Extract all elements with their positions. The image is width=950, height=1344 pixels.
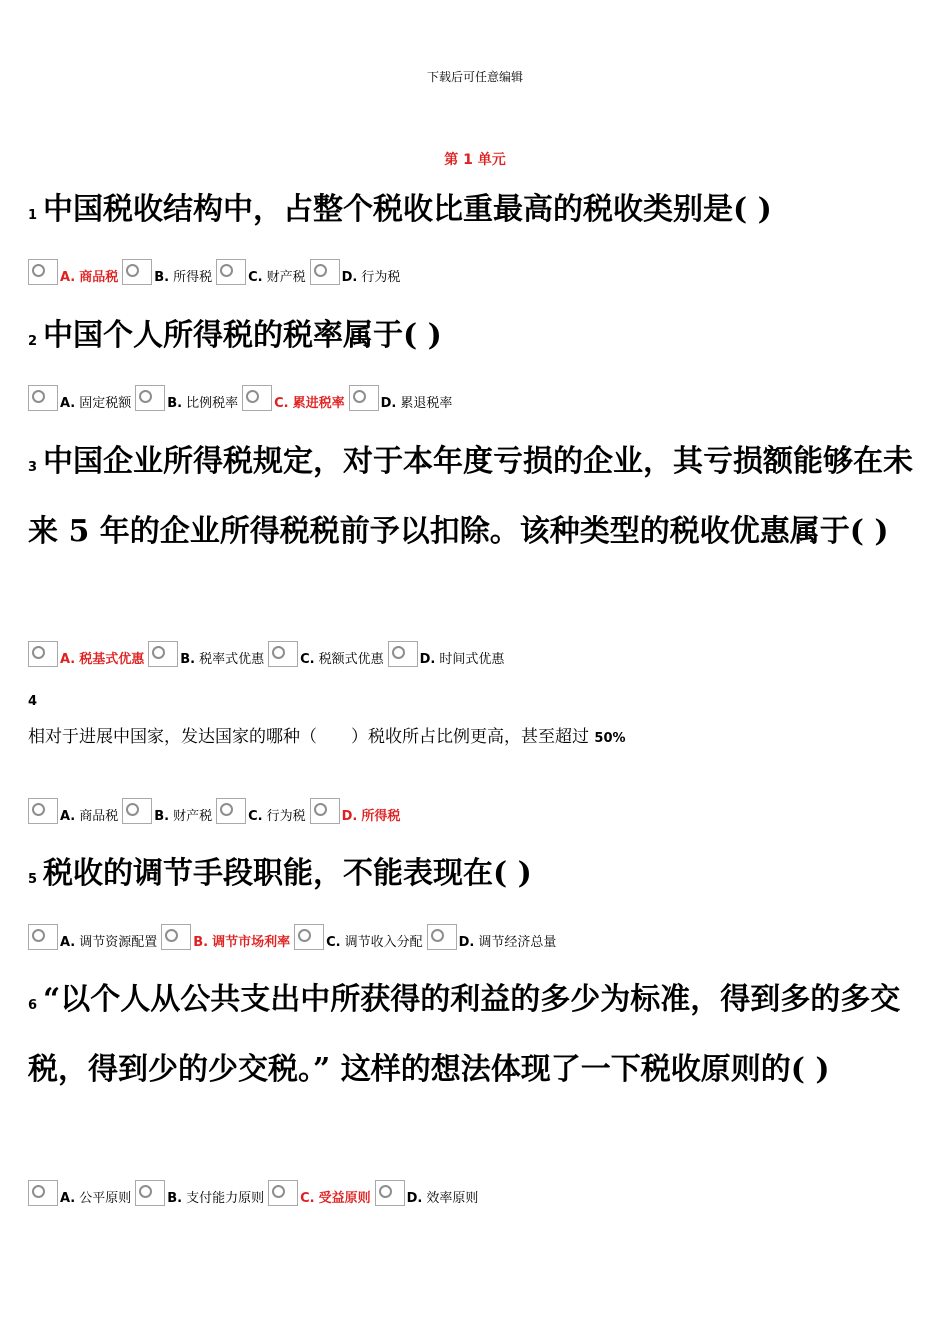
options-q4 bbox=[28, 784, 400, 824]
radio-circle-icon bbox=[32, 929, 45, 942]
option-a[interactable] bbox=[28, 259, 118, 285]
option-text: 调节资源配置 bbox=[79, 935, 158, 950]
option-letter: D. bbox=[458, 935, 475, 950]
option-letter: D. bbox=[341, 809, 358, 824]
option-label bbox=[154, 805, 212, 824]
option-label bbox=[167, 392, 238, 411]
radio-button[interactable] bbox=[310, 259, 340, 285]
radio-circle-icon bbox=[32, 646, 45, 659]
question-text: 中国税收结构中，占整个税收比重最高的税收类别是( ) bbox=[43, 192, 772, 227]
radio-circle-icon bbox=[32, 390, 45, 403]
radio-circle-icon bbox=[220, 264, 233, 277]
question-2 bbox=[28, 304, 928, 374]
radio-button[interactable] bbox=[349, 385, 379, 411]
radio-button[interactable] bbox=[28, 1180, 58, 1206]
radio-button[interactable] bbox=[268, 1180, 298, 1206]
option-letter: A. bbox=[60, 935, 76, 950]
radio-button[interactable] bbox=[148, 641, 178, 667]
radio-button[interactable] bbox=[375, 1180, 405, 1206]
option-letter: B. bbox=[193, 935, 209, 950]
option-label bbox=[60, 648, 144, 667]
option-label bbox=[342, 805, 401, 824]
option-label bbox=[326, 931, 423, 950]
option-letter: A. bbox=[60, 1191, 76, 1206]
radio-button[interactable] bbox=[242, 385, 272, 411]
option-text: 所得税 bbox=[173, 270, 213, 285]
option-letter: C. bbox=[326, 935, 341, 950]
option-a[interactable] bbox=[28, 924, 157, 950]
question-5 bbox=[28, 842, 928, 912]
radio-button[interactable] bbox=[135, 1180, 165, 1206]
question-number: 1 bbox=[28, 208, 38, 223]
options-q2 bbox=[28, 371, 452, 411]
option-label bbox=[193, 931, 290, 950]
option-letter: A. bbox=[60, 396, 76, 411]
question-number: 2 bbox=[28, 334, 38, 349]
option-text: 调节经济总量 bbox=[478, 935, 557, 950]
question-number: 5 bbox=[28, 872, 38, 887]
radio-circle-icon bbox=[165, 929, 178, 942]
option-text: 财产税 bbox=[173, 809, 213, 824]
option-letter: C. bbox=[300, 652, 315, 667]
option-label bbox=[407, 1187, 479, 1206]
radio-circle-icon bbox=[139, 390, 152, 403]
unit-title: 第 1 单元 bbox=[444, 152, 506, 168]
option-a[interactable] bbox=[28, 385, 131, 411]
option-text: 支付能力原则 bbox=[186, 1191, 265, 1206]
option-a[interactable] bbox=[28, 798, 118, 824]
option-text: 受益原则 bbox=[318, 1191, 371, 1206]
option-letter: C. bbox=[248, 270, 263, 285]
radio-button[interactable] bbox=[122, 798, 152, 824]
question-text: 中国企业所得税规定，对于本年度亏损的企业，其亏损额能够在未来 5 年的企业所得税税前予以扣除。该种类型的税收优惠属于( ) bbox=[28, 444, 914, 549]
option-text: 累退税率 bbox=[400, 396, 453, 411]
radio-button[interactable] bbox=[268, 641, 298, 667]
option-a[interactable] bbox=[28, 641, 144, 667]
option-text: 公平原则 bbox=[79, 1191, 132, 1206]
question-percent: 50% bbox=[594, 731, 626, 746]
option-b[interactable] bbox=[135, 1180, 264, 1206]
option-text: 税基式优惠 bbox=[79, 652, 145, 667]
radio-circle-icon bbox=[392, 646, 405, 659]
option-text: 累进税率 bbox=[292, 396, 345, 411]
option-letter: B. bbox=[180, 652, 196, 667]
radio-circle-icon bbox=[32, 1185, 45, 1198]
option-letter: A. bbox=[60, 652, 76, 667]
option-label bbox=[60, 266, 118, 285]
option-d[interactable] bbox=[310, 259, 401, 285]
option-text: 调节市场利率 bbox=[212, 935, 291, 950]
option-label bbox=[459, 931, 557, 950]
option-label bbox=[60, 931, 157, 950]
header-note: 下载后可任意编辑 bbox=[426, 70, 523, 84]
question-4-number: 4 bbox=[28, 694, 38, 709]
option-d[interactable] bbox=[310, 798, 401, 824]
option-letter: D. bbox=[406, 1191, 423, 1206]
option-text: 固定税额 bbox=[79, 396, 132, 411]
option-letter: D. bbox=[419, 652, 436, 667]
radio-button[interactable] bbox=[28, 798, 58, 824]
option-text: 税率式优惠 bbox=[199, 652, 265, 667]
question-number: 3 bbox=[28, 460, 38, 475]
options-q6 bbox=[28, 1166, 478, 1206]
option-d[interactable] bbox=[388, 641, 505, 667]
option-b[interactable] bbox=[122, 798, 212, 824]
option-text: 财产税 bbox=[266, 270, 306, 285]
radio-circle-icon bbox=[272, 1185, 285, 1198]
option-letter: B. bbox=[167, 396, 183, 411]
option-d[interactable] bbox=[349, 385, 453, 411]
radio-button[interactable] bbox=[28, 924, 58, 950]
radio-circle-icon bbox=[379, 1185, 392, 1198]
radio-button[interactable] bbox=[122, 259, 152, 285]
question-text: 相对于进展中国家，发达国家的哪种（ ）税收所占比例更高，甚至超过 bbox=[28, 727, 589, 747]
option-label bbox=[381, 392, 453, 411]
radio-circle-icon bbox=[431, 929, 444, 942]
question-3 bbox=[28, 430, 928, 564]
option-c[interactable] bbox=[242, 385, 345, 411]
option-label bbox=[300, 648, 384, 667]
question-1 bbox=[28, 178, 928, 248]
radio-circle-icon bbox=[272, 646, 285, 659]
radio-button[interactable] bbox=[216, 798, 246, 824]
option-label bbox=[248, 266, 306, 285]
option-label bbox=[342, 266, 401, 285]
option-label bbox=[274, 392, 345, 411]
radio-button[interactable] bbox=[28, 641, 58, 667]
question-number: 6 bbox=[28, 998, 38, 1013]
option-c[interactable] bbox=[216, 798, 306, 824]
question-4-text bbox=[28, 722, 626, 747]
option-letter: C. bbox=[248, 809, 263, 824]
radio-circle-icon bbox=[126, 803, 139, 816]
option-letter: B. bbox=[154, 809, 170, 824]
option-text: 商品税 bbox=[79, 809, 119, 824]
radio-circle-icon bbox=[246, 390, 259, 403]
question-text: 税收的调节手段职能，不能表现在( ) bbox=[43, 856, 532, 891]
radio-button[interactable] bbox=[135, 385, 165, 411]
radio-circle-icon bbox=[126, 264, 139, 277]
options-q1 bbox=[28, 245, 400, 285]
option-c[interactable] bbox=[216, 259, 306, 285]
option-label bbox=[300, 1187, 371, 1206]
option-label bbox=[167, 1187, 264, 1206]
option-text: 行为税 bbox=[361, 270, 401, 285]
option-label bbox=[60, 805, 118, 824]
question-text: 中国个人所得税的税率属于( ) bbox=[43, 318, 442, 353]
radio-circle-icon bbox=[314, 803, 327, 816]
radio-button[interactable] bbox=[161, 924, 191, 950]
option-text: 所得税 bbox=[361, 809, 401, 824]
option-a[interactable] bbox=[28, 1180, 131, 1206]
option-letter: D. bbox=[380, 396, 397, 411]
radio-button[interactable] bbox=[388, 641, 418, 667]
radio-circle-icon bbox=[353, 390, 366, 403]
option-label bbox=[180, 648, 264, 667]
option-b[interactable] bbox=[161, 924, 290, 950]
option-letter: C. bbox=[274, 396, 289, 411]
option-d[interactable] bbox=[427, 924, 557, 950]
radio-button[interactable] bbox=[427, 924, 457, 950]
option-text: 税额式优惠 bbox=[318, 652, 384, 667]
radio-button[interactable] bbox=[294, 924, 324, 950]
option-text: 行为税 bbox=[266, 809, 306, 824]
option-c[interactable] bbox=[294, 924, 423, 950]
radio-circle-icon bbox=[139, 1185, 152, 1198]
option-text: 调节收入分配 bbox=[344, 935, 423, 950]
radio-circle-icon bbox=[314, 264, 327, 277]
option-d[interactable] bbox=[375, 1180, 479, 1206]
option-text: 比例税率 bbox=[186, 396, 239, 411]
question-text: “以个人从公共支出中所获得的利益的多少为标准，得到多的多交税，得到少的少交税。” 这样的想法体现了一下税收原则的( ) bbox=[28, 982, 901, 1087]
option-text: 商品税 bbox=[79, 270, 119, 285]
option-text: 时间式优惠 bbox=[439, 652, 505, 667]
option-text: 效率原则 bbox=[426, 1191, 479, 1206]
option-letter: B. bbox=[167, 1191, 183, 1206]
option-letter: A. bbox=[60, 270, 76, 285]
radio-button[interactable] bbox=[28, 259, 58, 285]
option-b[interactable] bbox=[148, 641, 264, 667]
option-c[interactable] bbox=[268, 641, 384, 667]
option-b[interactable] bbox=[135, 385, 238, 411]
options-q3 bbox=[28, 627, 504, 667]
option-letter: A. bbox=[60, 809, 76, 824]
option-label bbox=[60, 1187, 131, 1206]
radio-button[interactable] bbox=[216, 259, 246, 285]
options-q5 bbox=[28, 910, 556, 950]
radio-circle-icon bbox=[220, 803, 233, 816]
option-letter: B. bbox=[154, 270, 170, 285]
option-c[interactable] bbox=[268, 1180, 371, 1206]
option-label bbox=[248, 805, 306, 824]
option-letter: D. bbox=[341, 270, 358, 285]
question-6 bbox=[28, 968, 928, 1102]
radio-circle-icon bbox=[152, 646, 165, 659]
radio-circle-icon bbox=[298, 929, 311, 942]
radio-button[interactable] bbox=[310, 798, 340, 824]
option-label bbox=[154, 266, 212, 285]
option-b[interactable] bbox=[122, 259, 212, 285]
radio-circle-icon bbox=[32, 803, 45, 816]
radio-circle-icon bbox=[32, 264, 45, 277]
option-label bbox=[420, 648, 505, 667]
radio-button[interactable] bbox=[28, 385, 58, 411]
option-label bbox=[60, 392, 131, 411]
option-letter: C. bbox=[300, 1191, 315, 1206]
